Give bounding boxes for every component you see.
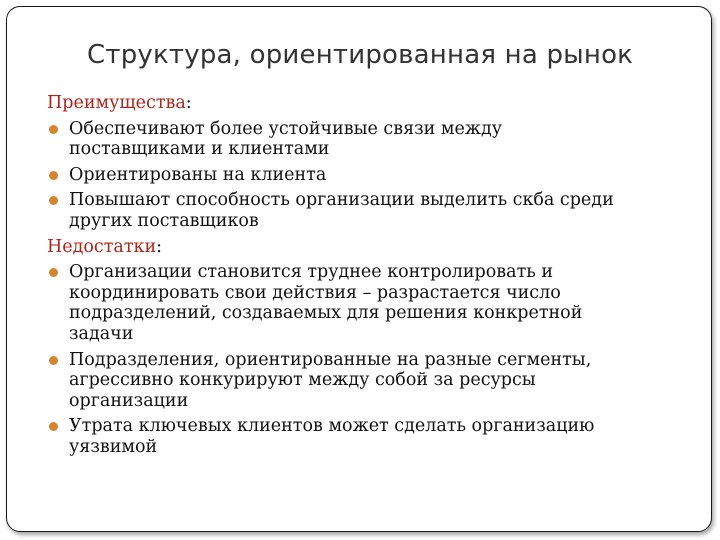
bullet-dot-icon: [49, 356, 58, 365]
slide-content: [47, 93, 687, 458]
section-heading-colon: :: [185, 93, 192, 113]
list-item-line: поставщиками и клиентами: [69, 139, 330, 160]
section-heading: [47, 93, 687, 114]
list-item-line: Подразделения, ориентированные на разные сегменты,: [69, 349, 592, 370]
slide-title: Структура, ориентированная на рынок: [87, 40, 634, 70]
list-item-line: агрессивно конкурируют между собой за ресурсы: [69, 370, 536, 391]
bullet-dot-icon: [49, 125, 58, 134]
list-item: [47, 350, 687, 412]
bullet-dot-icon: [49, 422, 58, 431]
list-item-line: Повышают способность организации выделить скба среди: [69, 190, 614, 211]
section-advantages: [47, 93, 687, 232]
bullet-dot-icon: [49, 171, 58, 180]
list-item-line: организации: [69, 390, 189, 411]
bullet-dot-icon: [49, 196, 58, 205]
list-item-line: уязвимой: [69, 436, 158, 457]
section-heading: [47, 237, 687, 258]
section-heading-colon: :: [156, 236, 163, 257]
list-item-line: Организации становится труднее контролировать и: [69, 262, 554, 283]
list-item-line: Обеспечивают более устойчивые связи между: [69, 118, 503, 139]
list-item-line: Утрата ключевых клиентов может сделать организацию: [69, 416, 595, 437]
section-heading-label: Преимущества: [47, 93, 186, 113]
section-disadvantages: [47, 237, 687, 458]
section-heading-label: Недостатки: [47, 236, 157, 257]
list-item-line: задачи: [69, 323, 134, 344]
list-item: [47, 416, 687, 457]
list-item: [47, 190, 687, 231]
list-item-line: подразделений, создаваемых для решения конкретной: [69, 303, 583, 324]
list-item-line: координировать свои действия – разрастается число: [69, 282, 561, 303]
list-item: [47, 262, 687, 344]
list-item: [47, 165, 687, 186]
list-item-line: других поставщиков: [69, 210, 259, 231]
bullet-dot-icon: [49, 268, 58, 277]
list-item: [47, 119, 687, 160]
list-item-line: Ориентированы на клиента: [69, 164, 327, 185]
